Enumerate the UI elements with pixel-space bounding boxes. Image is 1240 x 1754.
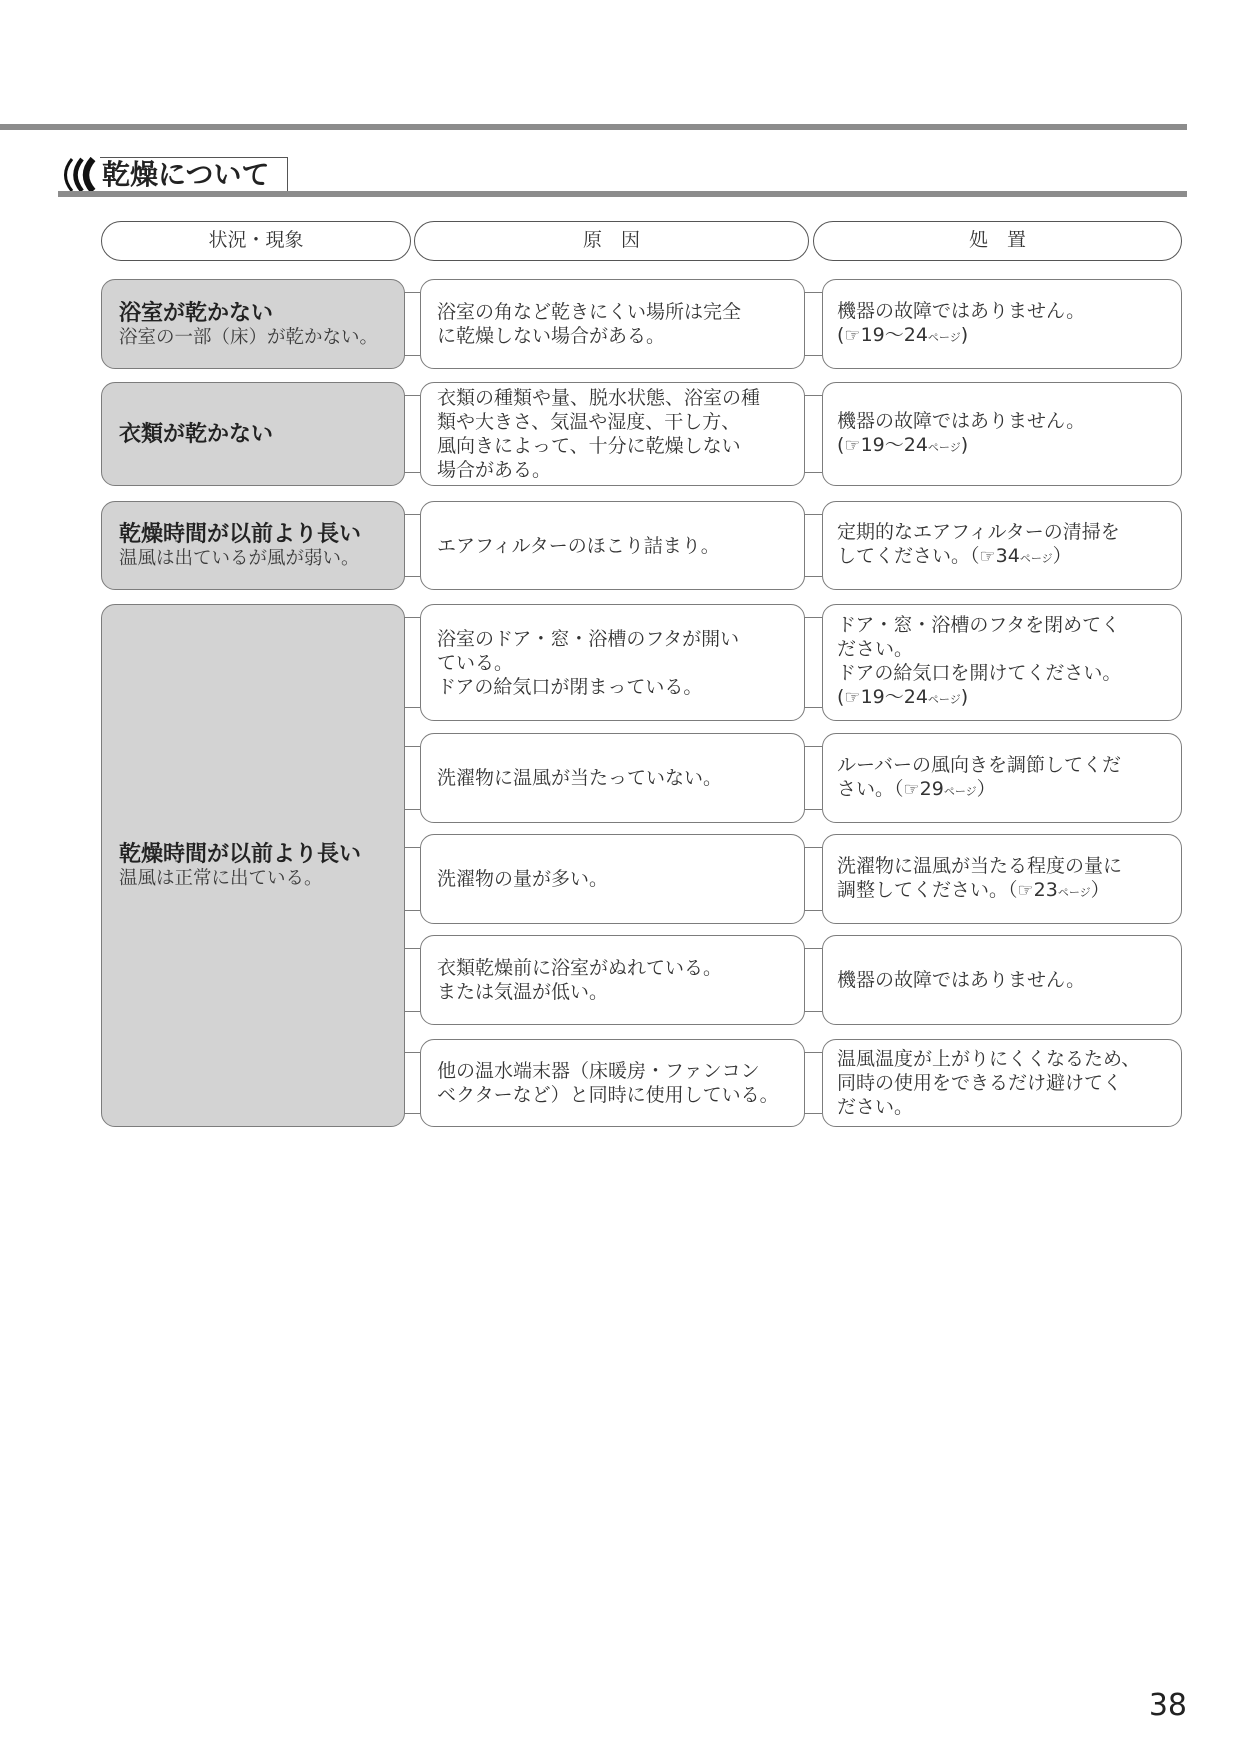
pointing-hand-icon: ☞: [1017, 879, 1034, 901]
column-header-remedy: 処 置: [813, 221, 1182, 261]
reference-unit: ページ: [1057, 885, 1091, 899]
reference-pages: 29: [919, 777, 944, 800]
reference-bracket-close: ）: [1052, 545, 1072, 567]
remedy-content: [837, 409, 1085, 460]
cause-cell: [420, 501, 805, 590]
cause-cell: [420, 604, 805, 721]
reference-bracket-open: (: [837, 433, 845, 456]
cause-cell: [420, 733, 805, 823]
remedy-cell: [822, 935, 1182, 1025]
remedy-cell: [822, 834, 1182, 924]
column-header-cause: 原 因: [414, 221, 809, 261]
symptom-cell: [101, 382, 405, 486]
symptom-cell: [101, 501, 405, 590]
column-header-symptom: 状況・現象: [101, 221, 411, 261]
cause-cell: [420, 1039, 805, 1127]
cause-text: 洗濯物の量が多い。: [437, 868, 609, 890]
reference-bracket-open: （: [1008, 878, 1018, 901]
page-reference: [970, 545, 1072, 567]
page-reference: [837, 686, 968, 708]
cause-text: エアフィルターのほこり詰まり。: [437, 534, 720, 557]
remedy-cell: [822, 604, 1182, 721]
reference-pages: 34: [995, 545, 1020, 567]
remedy-text: 機器の故障ではありません。: [837, 409, 1086, 432]
remedy-text: 機器の故障ではありません。: [837, 969, 1086, 991]
reference-unit: ページ: [1019, 552, 1053, 565]
section-marker-icon: [58, 157, 100, 193]
cause-text: 衣類乾燥前に浴室がぬれている。 または気温が低い。: [437, 957, 723, 1003]
cause-cell: [420, 279, 805, 369]
remedy-text: 洗濯物に温風が当たる程度の量に 調整してください。: [837, 854, 1123, 901]
reference-bracket-open: （: [894, 777, 904, 800]
remedy-content: [837, 753, 1121, 804]
reference-unit: ページ: [927, 330, 961, 344]
reference-bracket-close: ): [960, 433, 969, 456]
reference-bracket-open: (: [837, 686, 845, 708]
reference-pages: 19〜24: [860, 686, 928, 708]
symptom-title: 乾燥時間が以前より長い: [119, 842, 362, 867]
symptom-cell: [101, 604, 405, 1127]
symptom-title: 衣類が乾かない: [119, 421, 274, 447]
reference-pages: 23: [1033, 878, 1058, 901]
symptom-cell: [101, 279, 405, 369]
remedy-cell: [822, 501, 1182, 590]
remedy-text: 定期的なエアフィルターの清掃を してください。: [837, 521, 1120, 567]
reference-unit: ページ: [943, 784, 977, 798]
remedy-text: ドア・窓・浴槽のフタを閉めてく ださい。 ドアの給気口を開けてください。: [837, 614, 1122, 684]
pointing-hand-icon: ☞: [979, 546, 996, 567]
cause-cell: [420, 935, 805, 1025]
symptom-detail: 温風は正常に出ている。: [119, 868, 323, 889]
section-title: 乾燥について: [100, 157, 288, 191]
cause-text: 衣類の種類や量、脱水状態、浴室の種 類や大きさ、気温や湿度、干し方、 風向きによって、十分に乾燥しない 場合がある。: [437, 387, 761, 481]
section-rule: [58, 191, 1187, 197]
remedy-cell: [822, 733, 1182, 823]
cause-cell: [420, 834, 805, 924]
reference-bracket-open: (: [837, 323, 845, 346]
pointing-hand-icon: ☞: [844, 687, 861, 708]
reference-bracket-close: ）: [1090, 878, 1110, 901]
reference-bracket-close: ): [960, 686, 969, 708]
reference-bracket-open: （: [970, 545, 980, 567]
reference-pages: 19〜24: [860, 323, 928, 346]
reference-unit: ページ: [927, 693, 961, 706]
reference-bracket-close: ）: [976, 777, 996, 800]
symptom-detail: 浴室の一部（床）が乾かない。: [119, 326, 379, 348]
reference-pages: 19〜24: [860, 433, 928, 456]
cause-text: 洗濯物に温風が当たっていない。: [437, 767, 723, 789]
remedy-content: [837, 299, 1085, 350]
reference-unit: ページ: [927, 440, 961, 454]
cause-text: 他の温水端末器（床暖房・ファンコン ベクターなど）と同時に使用している。: [437, 1060, 779, 1106]
remedy-content: [837, 854, 1122, 905]
remedy-content: [837, 520, 1120, 571]
symptom-title: 浴室が乾かない: [119, 300, 274, 326]
pointing-hand-icon: ☞: [844, 434, 861, 456]
symptom-detail: 温風は出ているが風が弱い。: [119, 548, 360, 569]
page-reference: [837, 324, 968, 346]
page-reference: [894, 778, 996, 800]
page-number: 38: [1148, 1688, 1187, 1723]
pointing-hand-icon: ☞: [844, 324, 861, 346]
reference-bracket-close: ): [960, 323, 969, 346]
cause-text: 浴室の角など乾きにくい場所は完全 に乾燥しない場合がある。: [437, 301, 742, 347]
cause-text: 浴室のドア・窓・浴槽のフタが開い ている。 ドアの給気口が閉まっている。: [437, 627, 740, 698]
top-rule: [0, 124, 1187, 130]
remedy-text: 機器の故障ではありません。: [837, 299, 1086, 322]
remedy-cell: [822, 1039, 1182, 1127]
remedy-cell: [822, 382, 1182, 486]
symptom-title: 乾燥時間が以前より長い: [119, 522, 362, 547]
cause-cell: [420, 382, 805, 486]
pointing-hand-icon: ☞: [903, 778, 920, 800]
page-reference: [1008, 879, 1110, 901]
remedy-text: ルーバーの風向きを調節してくだ さい。: [837, 753, 1122, 800]
remedy-cell: [822, 279, 1182, 369]
remedy-text: 温風温度が上がりにくくなるため、 同時の使用をできるだけ避けてく ださい。: [837, 1048, 1141, 1118]
remedy-content: [837, 613, 1121, 712]
page-reference: [837, 434, 968, 456]
